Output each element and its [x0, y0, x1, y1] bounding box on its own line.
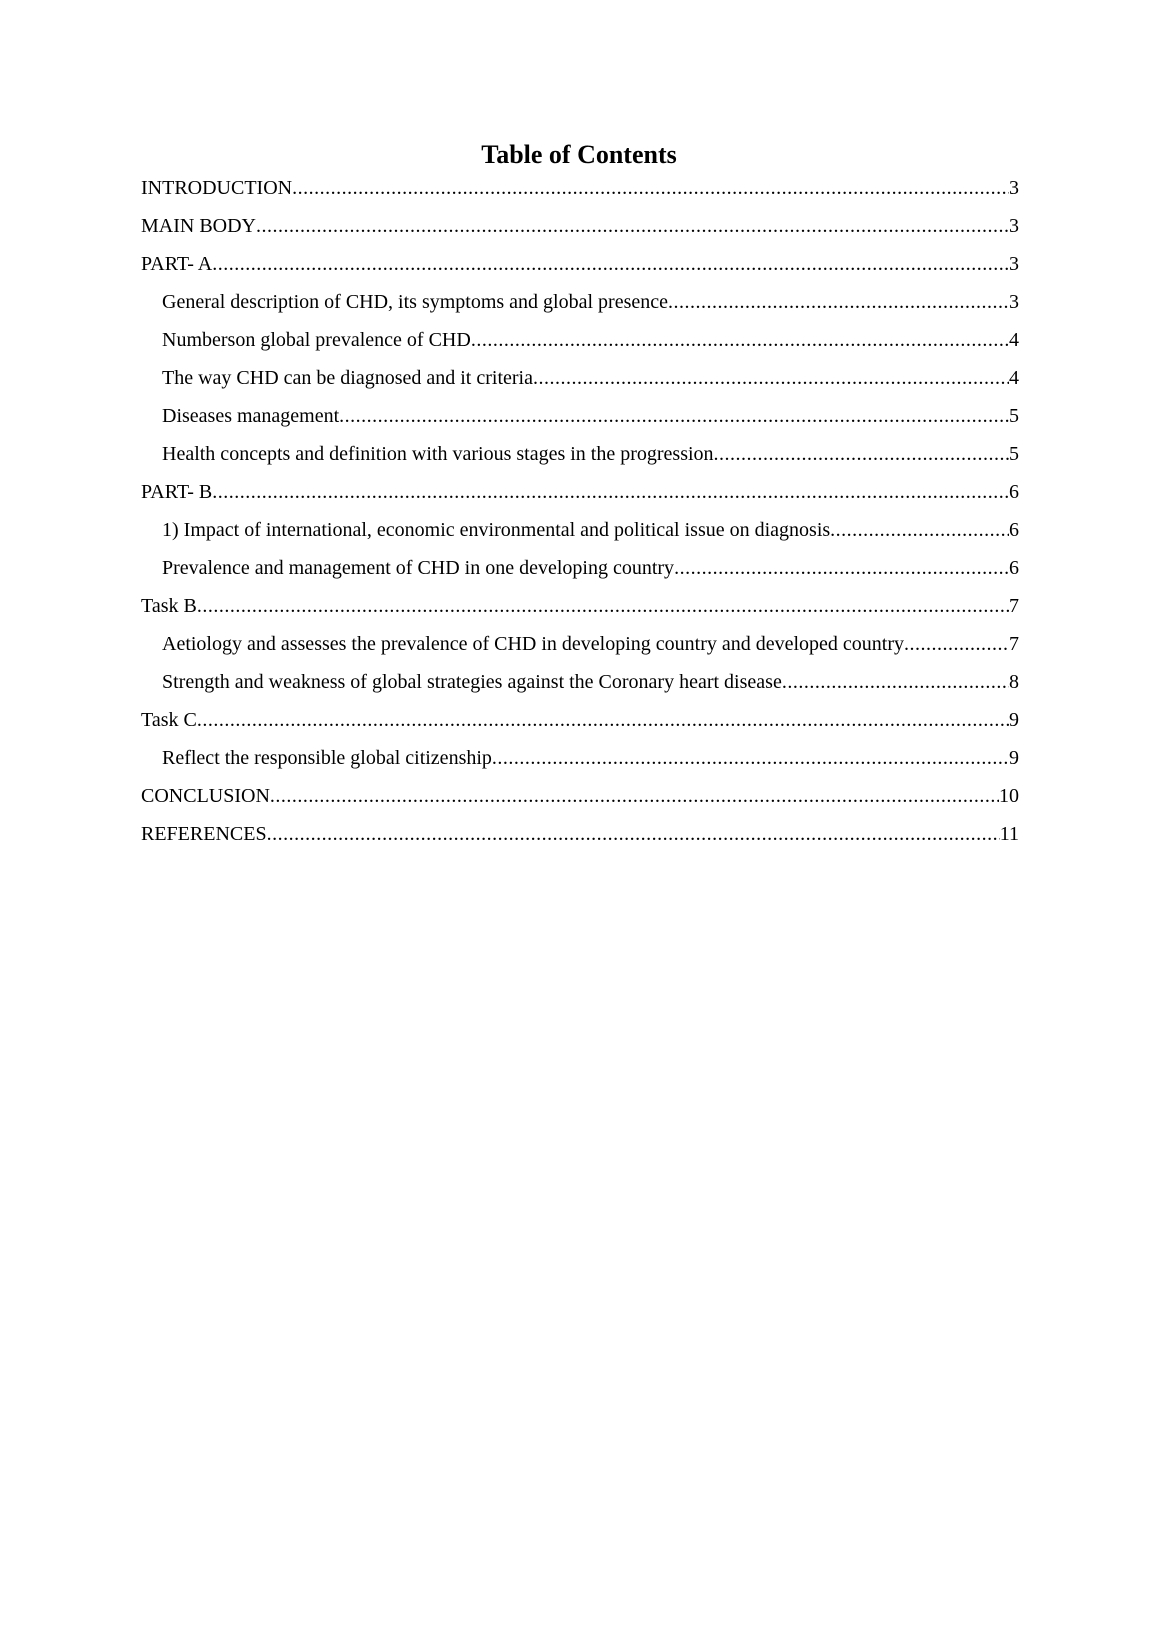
toc-entry-text: General description of CHD, its symptoms and global presence	[162, 291, 668, 313]
toc-entry-text: REFERENCES	[141, 823, 267, 845]
toc-entry-main-body[interactable]	[141, 214, 1019, 252]
toc-dot-leader	[256, 214, 1009, 238]
toc-entry-global-citizenship[interactable]	[141, 746, 1019, 784]
toc-entry-general-description[interactable]	[141, 290, 1019, 328]
toc-dot-leader	[471, 328, 1009, 352]
toc-entry-task-b[interactable]	[141, 594, 1019, 632]
toc-page-number: 4	[1009, 329, 1019, 351]
toc-page-number: 4	[1009, 367, 1019, 389]
toc-entry-diseases-management[interactable]	[141, 404, 1019, 442]
toc-page-number: 7	[1009, 595, 1019, 617]
toc-dot-leader	[714, 442, 1009, 466]
toc-entry-text: 1) Impact of international, economic environmental and political issue on diagnosis	[162, 519, 831, 541]
toc-entry-diagnosis[interactable]	[141, 366, 1019, 404]
toc-entry-text: PART- A	[141, 253, 213, 275]
toc-page-number: 3	[1009, 291, 1019, 313]
toc-entry-text: MAIN BODY	[141, 215, 256, 237]
toc-page-number: 3	[1009, 253, 1019, 275]
toc-entry-health-concepts[interactable]	[141, 442, 1019, 480]
toc-dot-leader	[830, 518, 1009, 542]
toc-list	[141, 176, 1019, 860]
toc-dot-leader	[492, 746, 1009, 770]
toc-entry-prevalence-management[interactable]	[141, 556, 1019, 594]
toc-dot-leader	[674, 556, 1009, 580]
toc-page-number: 5	[1009, 443, 1019, 465]
toc-dot-leader	[904, 632, 1009, 656]
toc-entry-global-strategies[interactable]	[141, 670, 1019, 708]
toc-entry-global-prevalence[interactable]	[141, 328, 1019, 366]
toc-dot-leader	[212, 480, 1009, 504]
toc-dot-leader	[212, 252, 1009, 276]
toc-entry-conclusion[interactable]	[141, 784, 1019, 822]
toc-entry-impact-issues[interactable]	[141, 518, 1019, 556]
toc-entry-text: Strength and weakness of global strategies against the Coronary heart disease	[162, 671, 782, 693]
toc-dot-leader	[668, 290, 1009, 314]
toc-dot-leader	[197, 594, 1009, 618]
toc-entry-part-a[interactable]	[141, 252, 1019, 290]
toc-entry-text: Prevalence and management of CHD in one developing country	[162, 557, 675, 579]
toc-entry-text: Task C	[141, 709, 197, 731]
toc-entry-text: Task B	[141, 595, 197, 617]
toc-page-number: 6	[1009, 557, 1019, 579]
toc-page-number: 6	[1009, 481, 1019, 503]
toc-page-number: 9	[1009, 747, 1019, 769]
toc-dot-leader	[533, 366, 1009, 390]
toc-page-number: 11	[999, 823, 1019, 845]
toc-entry-text: Numberson global prevalence of CHD	[162, 329, 471, 351]
toc-entry-part-b[interactable]	[141, 480, 1019, 518]
toc-dot-leader	[782, 670, 1009, 694]
toc-dot-leader	[197, 708, 1009, 732]
toc-entry-text: Reflect the responsible global citizenship	[162, 747, 492, 769]
toc-dot-leader	[270, 784, 999, 808]
toc-entry-text: Aetiology and assesses the prevalence of CHD in developing country and developed country	[162, 633, 905, 655]
toc-page-number: 5	[1009, 405, 1019, 427]
toc-page-number: 10	[999, 785, 1019, 807]
toc-entry-text: The way CHD can be diagnosed and it criteria	[162, 367, 533, 389]
toc-entry-task-c[interactable]	[141, 708, 1019, 746]
toc-entry-text: Health concepts and definition with various stages in the progression	[162, 443, 714, 465]
toc-page-number: 3	[1009, 177, 1019, 199]
toc-entry-text: INTRODUCTION	[141, 177, 293, 199]
toc-entry-text: PART- B	[141, 481, 213, 503]
toc-title: Table of Contents	[481, 140, 677, 169]
toc-entry-introduction[interactable]	[141, 176, 1019, 214]
toc-page-number: 8	[1009, 671, 1019, 693]
toc-dot-leader	[267, 822, 1000, 846]
toc-page-number: 7	[1009, 633, 1019, 655]
toc-page-number: 6	[1009, 519, 1019, 541]
toc-page-number: 9	[1009, 709, 1019, 731]
toc-page-number: 3	[1009, 215, 1019, 237]
toc-entry-text: CONCLUSION	[141, 785, 270, 807]
toc-entry-aetiology[interactable]	[141, 632, 1019, 670]
toc-entry-references[interactable]	[141, 822, 1019, 860]
toc-entry-text: Diseases management	[162, 405, 340, 427]
toc-dot-leader	[292, 176, 1009, 200]
toc-dot-leader	[339, 404, 1009, 428]
